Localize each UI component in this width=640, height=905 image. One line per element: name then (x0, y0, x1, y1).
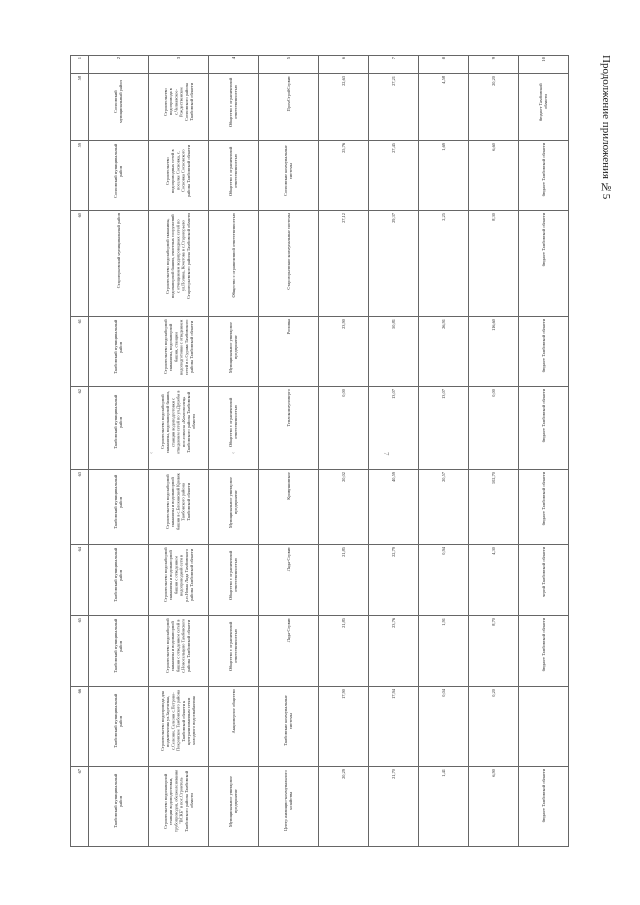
table-cell-v9 (469, 616, 519, 687)
cell-text-v9: 116,60 (490, 318, 496, 331)
table-cell-num (71, 545, 89, 616)
cell-text-v8: 26,91 (440, 318, 446, 329)
table-cell-v7 (369, 766, 419, 846)
cell-text-v7: 50,81 (390, 318, 396, 329)
table-row (71, 316, 569, 387)
column-number: 8 (440, 57, 446, 60)
table-cell-org-name (259, 387, 319, 469)
table-cell-district (89, 316, 149, 387)
cell-text-v9: 0,00 (490, 389, 496, 398)
cell-text-num: 67 (76, 768, 82, 774)
cell-text-v9: 8,30 (490, 213, 496, 222)
page-number: 7 (382, 452, 390, 456)
table-cell-v8 (419, 469, 469, 544)
column-number-cell (149, 56, 209, 74)
table-cell-v8 (419, 74, 469, 140)
table-cell-district (89, 766, 149, 846)
cell-text-v8: 13,07 (440, 389, 446, 400)
column-number: 7 (390, 57, 396, 60)
table-cell-org-name (259, 316, 319, 387)
cell-text-v7: 21,70 (390, 768, 396, 779)
table-cell-org-type (209, 469, 259, 544)
table-cell-source (519, 616, 569, 687)
table-cell-object (149, 140, 209, 211)
table-cell-org-name (259, 211, 319, 316)
cell-text-org-type: Муниципальное унитарное предприятие (228, 775, 239, 827)
cell-text-v8: 0,94 (440, 547, 446, 555)
table-cell-district (89, 686, 149, 766)
table-row (71, 211, 569, 316)
table-cell-v6 (319, 211, 369, 316)
table-cell-object (149, 387, 209, 469)
cell-text-v7: 29,37 (390, 213, 396, 224)
column-number: 6 (340, 57, 346, 60)
table-cell-v9 (469, 766, 519, 846)
table-cell-object (149, 211, 209, 316)
cell-text-v7: 27,45 (390, 142, 396, 153)
cell-text-org-type: Общество с ограниченной ответственностью (228, 550, 239, 600)
cell-text-v9: 20,20 (490, 76, 496, 87)
table-cell-org-type (209, 316, 259, 387)
table-cell-v9 (469, 686, 519, 766)
table-cell-source (519, 686, 569, 766)
table-cell-num (71, 469, 89, 544)
cell-text-org-type: Муниципальное унитарное предприятие (228, 476, 239, 528)
table-cell-v7 (369, 686, 419, 766)
table-cell-org-name (259, 616, 319, 687)
data-table (70, 55, 569, 847)
table-cell-district (89, 545, 149, 616)
table-cell-v8 (419, 211, 469, 316)
table-cell-v8 (419, 686, 469, 766)
cell-text-district: Тамбовский муниципальный район (113, 773, 124, 829)
cell-text-district: Тамбовский муниципальный район (113, 395, 124, 450)
cell-text-v6: 0,00 (340, 389, 346, 398)
cell-text-object: Строительство водонапорной станции водоподготовки, трубопроводов, обезжелезивания "ВСКБ" в пос.Строитель Тамбовского района Тамбовской области (162, 769, 194, 832)
cell-text-v6: 23,90 (340, 318, 346, 329)
cell-text-org-name: Сосновские коммунальные системы (283, 145, 294, 196)
table-cell-v8 (419, 616, 469, 687)
cell-text-object: Строительство водопровода для подключения ул.Зареченая, с.Селезни, Селезни с.Петрово-Покровское Тамбовского района Тамбовской области к централизованным сетям холодного водоснабжения (160, 690, 197, 752)
cell-text-object: Строительство водозаборной скважины и водонапорной башни с отведением сетей в с.Новосельцево Тамбовского района Тамбовской области (165, 618, 192, 674)
table-cell-source (519, 211, 569, 316)
column-number: 2 (115, 57, 121, 60)
table-cell-v6 (319, 545, 369, 616)
table-cell-source (519, 74, 569, 140)
table-cell-source (519, 387, 569, 469)
cell-text-org-type: Общество с ограниченной ответственностью (228, 145, 239, 196)
table-row (71, 74, 569, 140)
table-cell-num (71, 616, 89, 687)
cell-text-source: бюджет Тамбовской области (540, 142, 546, 196)
table-cell-source (519, 545, 569, 616)
table-cell-object (149, 766, 209, 846)
table-cell-source (519, 316, 569, 387)
cell-text-source: чернй Тамбовской области (540, 547, 546, 598)
table-row (71, 469, 569, 544)
column-number-cell (469, 56, 519, 74)
table-cell-org-type (209, 545, 259, 616)
cell-text-district: Тамбовский муниципальный район (113, 319, 124, 374)
table-cell-v7 (369, 211, 419, 316)
cell-text-org-type: Общество с ограниченной ответственностью (230, 213, 236, 298)
cell-text-org-name: Теплокоммунэнерго (285, 389, 291, 428)
cell-text-v9: 4,30 (490, 547, 496, 555)
table-cell-district (89, 616, 149, 687)
cell-text-v8: 2,25 (440, 213, 446, 222)
cell-text-source (541, 687, 547, 691)
table-cell-v9 (469, 469, 519, 544)
table-cell-v9 (469, 316, 519, 387)
table-cell-object (149, 469, 209, 544)
table-header-row (71, 56, 569, 74)
column-number: 10 (540, 57, 546, 62)
table-cell-v6 (319, 387, 369, 469)
cell-text-object: Строительство водозаборной скважины, водонапорной башни, очистных сооружений с отчищением водопроводных сетей по ул.Полина, Кочетова в с.Староюрьево Староюрьевского района Тамбовской области (165, 213, 192, 300)
table-cell-org-name (259, 545, 319, 616)
table-cell-v6 (319, 140, 369, 211)
table-cell-v8 (419, 316, 469, 387)
cell-text-v6: 20,29 (340, 768, 346, 779)
table-cell-org-name (259, 469, 319, 544)
cell-text-num: 58 (76, 76, 82, 81)
cell-text-v7: 17,94 (390, 688, 396, 699)
cell-text-v6: 21,85 (340, 618, 346, 628)
table-cell-district (89, 140, 149, 211)
table-cell-v9 (469, 545, 519, 616)
table-row (71, 545, 569, 616)
table-cell-v6 (319, 766, 369, 846)
table-cell-org-type (209, 387, 259, 469)
cell-text-district: Тамбовский муниципальный район (113, 474, 124, 529)
cell-text-org-type: Общество с ограниченной ответственностью (228, 77, 239, 127)
cell-text-v9: 102,70 (490, 471, 496, 484)
column-number: 1 (76, 57, 82, 60)
table-cell-num (71, 766, 89, 846)
cell-text-org-name: Староюрьевские коммунальные системы (285, 213, 291, 291)
cell-text-object: Строительство водозаборной скважины, водонапорной башни, станции водоподготовки с отведением сетей по ул.Дружбы в пос.совхоза «Комсомолец» Тамбовского района Тамбовской области (160, 390, 197, 455)
cell-text-v9: 6,60 (490, 142, 496, 151)
cell-text-org-name: Ляда-Сервис (285, 547, 291, 572)
column-number: 9 (490, 57, 496, 60)
table-cell-v9 (469, 74, 519, 140)
cell-text-v8: 1,41 (440, 768, 446, 777)
cell-text-v8: 1,91 (440, 618, 446, 626)
table-cell-district (89, 211, 149, 316)
column-number: 5 (285, 57, 291, 60)
cell-text-v6: 20,02 (340, 471, 346, 482)
scan-mark-icon: ˇ (232, 451, 235, 460)
cell-text-source: бюджет Тамбовской области (540, 318, 546, 373)
table-cell-object (149, 545, 209, 616)
cell-text-v8: 1,69 (440, 142, 446, 151)
cell-text-org-name: ПромСтройСервис (285, 76, 291, 112)
table-cell-org-type (209, 211, 259, 316)
cell-text-org-name: Росинка (285, 318, 291, 334)
table-cell-source (519, 140, 569, 211)
cell-text-district: Тамбовский муниципальный район (113, 548, 124, 603)
table-row (71, 686, 569, 766)
table-cell-org-name (259, 140, 319, 211)
cell-text-object: Строительство водозаборной скважины и водонапорной башни с отведением водопроводной сети в р.п.Новая Ляда Тамбовского района Тамбовской области (162, 547, 194, 603)
table-cell-v6 (319, 686, 369, 766)
table-cell-v9 (469, 140, 519, 211)
table-cell-source (519, 766, 569, 846)
cell-text-org-type: Акционерное общество (230, 688, 236, 734)
column-number-cell (519, 56, 569, 74)
table-cell-object (149, 616, 209, 687)
cell-text-v9: 8,70 (490, 618, 496, 626)
cell-text-org-type: Муниципальное унитарное предприятие (228, 321, 239, 373)
cell-text-district: Тамбовский муниципальный район (113, 618, 124, 674)
table-cell-org-name (259, 766, 319, 846)
column-number: 3 (175, 57, 181, 60)
table-cell-v7 (369, 616, 419, 687)
table-cell-v7 (369, 545, 419, 616)
column-number-cell (419, 56, 469, 74)
column-number-cell (89, 56, 149, 74)
table-cell-num (71, 387, 89, 469)
cell-text-source: бюджет Тамбовской области (540, 618, 546, 672)
cell-text-org-name: Центр жилищно-коммунального хозяйства (283, 770, 294, 832)
table-cell-v8 (419, 545, 469, 616)
cell-text-source: бюджет Тамбовской области (538, 83, 549, 122)
cell-text-district: Сосновский муниципальный район (113, 80, 124, 124)
table-cell-district (89, 387, 149, 469)
table-cell-district (89, 469, 149, 544)
cell-text-org-name: Кривушинское (285, 471, 291, 500)
table-cell-org-type (209, 74, 259, 140)
cell-text-num: 62 (76, 389, 82, 394)
table-cell-v7 (369, 316, 419, 387)
table-cell-num (71, 316, 89, 387)
cell-text-v8: 0,04 (440, 688, 446, 697)
table-cell-org-type (209, 140, 259, 211)
cell-text-v6: 21,85 (340, 547, 346, 558)
cell-text-district: Староюрьевский муниципальный район (115, 213, 121, 289)
cell-text-object: Строительство водопроводных сетей в поселке Сосновка, с. Сосновка Сосновского района Тамбовской области (165, 144, 192, 197)
cell-text-source: бюджет Тамбовской области (540, 213, 546, 267)
table-cell-num (71, 686, 89, 766)
cell-text-org-name: Тамбовские коммунальные системы (283, 695, 294, 747)
cell-text-district: Сосновский муниципальный район (113, 143, 124, 198)
table-cell-org-type (209, 686, 259, 766)
table-cell-num (71, 74, 89, 140)
table-cell-v8 (419, 140, 469, 211)
table-cell-object (149, 74, 209, 140)
cell-text-object: Строительство водозаборной скважины, водонапорной башни, станции водоподготовки с отведением сетей в с.Сурава Тамбовского района Тамбовской области (162, 318, 194, 375)
table-cell-v8 (419, 766, 469, 846)
table-cell-org-type (209, 766, 259, 846)
cell-text-num: 61 (76, 318, 82, 323)
table-cell-source (519, 469, 569, 544)
cell-text-v7: 23,76 (390, 618, 396, 628)
table-cell-district (89, 74, 149, 140)
cell-text-num: 66 (76, 688, 82, 694)
table-cell-v9 (469, 387, 519, 469)
table-cell-num (71, 211, 89, 316)
column-number-cell (209, 56, 259, 74)
table-row (71, 387, 569, 469)
column-number-cell (259, 56, 319, 74)
table-cell-v7 (369, 387, 419, 469)
cell-text-num: 63 (76, 471, 82, 477)
cell-text-v8: 4,58 (440, 76, 446, 84)
cell-text-org-name: Ляда-Сервис (285, 618, 291, 643)
table-cell-v6 (319, 316, 369, 387)
table-cell-v8 (419, 387, 469, 469)
page-title: Продолжение приложения №5 (600, 55, 612, 200)
table-cell-v7 (369, 74, 419, 140)
cell-text-v6: 25,76 (340, 142, 346, 153)
column-number-cell (71, 56, 89, 74)
table-cell-v9 (469, 211, 519, 316)
cell-text-source: бюджет Тамбовской области (540, 389, 546, 443)
table-cell-v7 (369, 469, 419, 544)
table-cell-v6 (319, 74, 369, 140)
table-cell-object (149, 686, 209, 766)
table-cell-object (149, 316, 209, 387)
table-cell-num (71, 140, 89, 211)
cell-text-v8: 20,57 (440, 471, 446, 482)
table-cell-org-name (259, 686, 319, 766)
cell-text-source: бюджет Тамбовской области (540, 471, 546, 526)
table-cell-v6 (319, 469, 369, 544)
table-row (71, 766, 569, 846)
cell-text-v7: 13,07 (390, 389, 396, 400)
table-cell-org-name (259, 74, 319, 140)
cell-text-v7: 22,79 (390, 547, 396, 558)
cell-text-v9: 6,90 (490, 768, 496, 777)
cell-text-num: 59 (76, 142, 82, 147)
cell-text-v9: 0,20 (490, 688, 496, 697)
column-number-cell (319, 56, 369, 74)
cell-text-v7: 40,59 (390, 471, 396, 482)
column-number: 4 (230, 57, 236, 60)
cell-text-source: бюджет Тамбовской области (540, 768, 546, 823)
cell-text-v6: 27,12 (340, 213, 346, 224)
cell-text-num: 64 (76, 547, 82, 552)
column-number-cell (369, 56, 419, 74)
cell-text-org-type: Общество с ограниченной ответственностью (228, 397, 239, 448)
scan-mark-icon: ˇ (150, 451, 153, 460)
cell-text-v6: 22,63 (340, 76, 346, 87)
table-row (71, 616, 569, 687)
table-row (71, 140, 569, 211)
cell-text-object: Строительство водопровода в с.Челнавское-Рождественское Сосновского района Тамбовской области (162, 83, 194, 122)
cell-text-object: Строительство водозаборной скважины и водонапорной башни в с.Блохинский Кривяк Тамбовского района Тамбовской области (165, 473, 192, 531)
table-cell-org-type (209, 616, 259, 687)
cell-text-num: 60 (76, 213, 82, 218)
cell-text-v6: 17,90 (340, 688, 346, 699)
cell-text-org-type: Общество с ограниченной ответственностью (228, 621, 239, 671)
table-cell-v6 (319, 616, 369, 687)
cell-text-num: 65 (76, 618, 82, 623)
table-cell-v7 (369, 140, 419, 211)
cell-text-v7: 27,21 (390, 76, 396, 87)
cell-text-district: Тамбовский муниципальный район (113, 693, 124, 749)
